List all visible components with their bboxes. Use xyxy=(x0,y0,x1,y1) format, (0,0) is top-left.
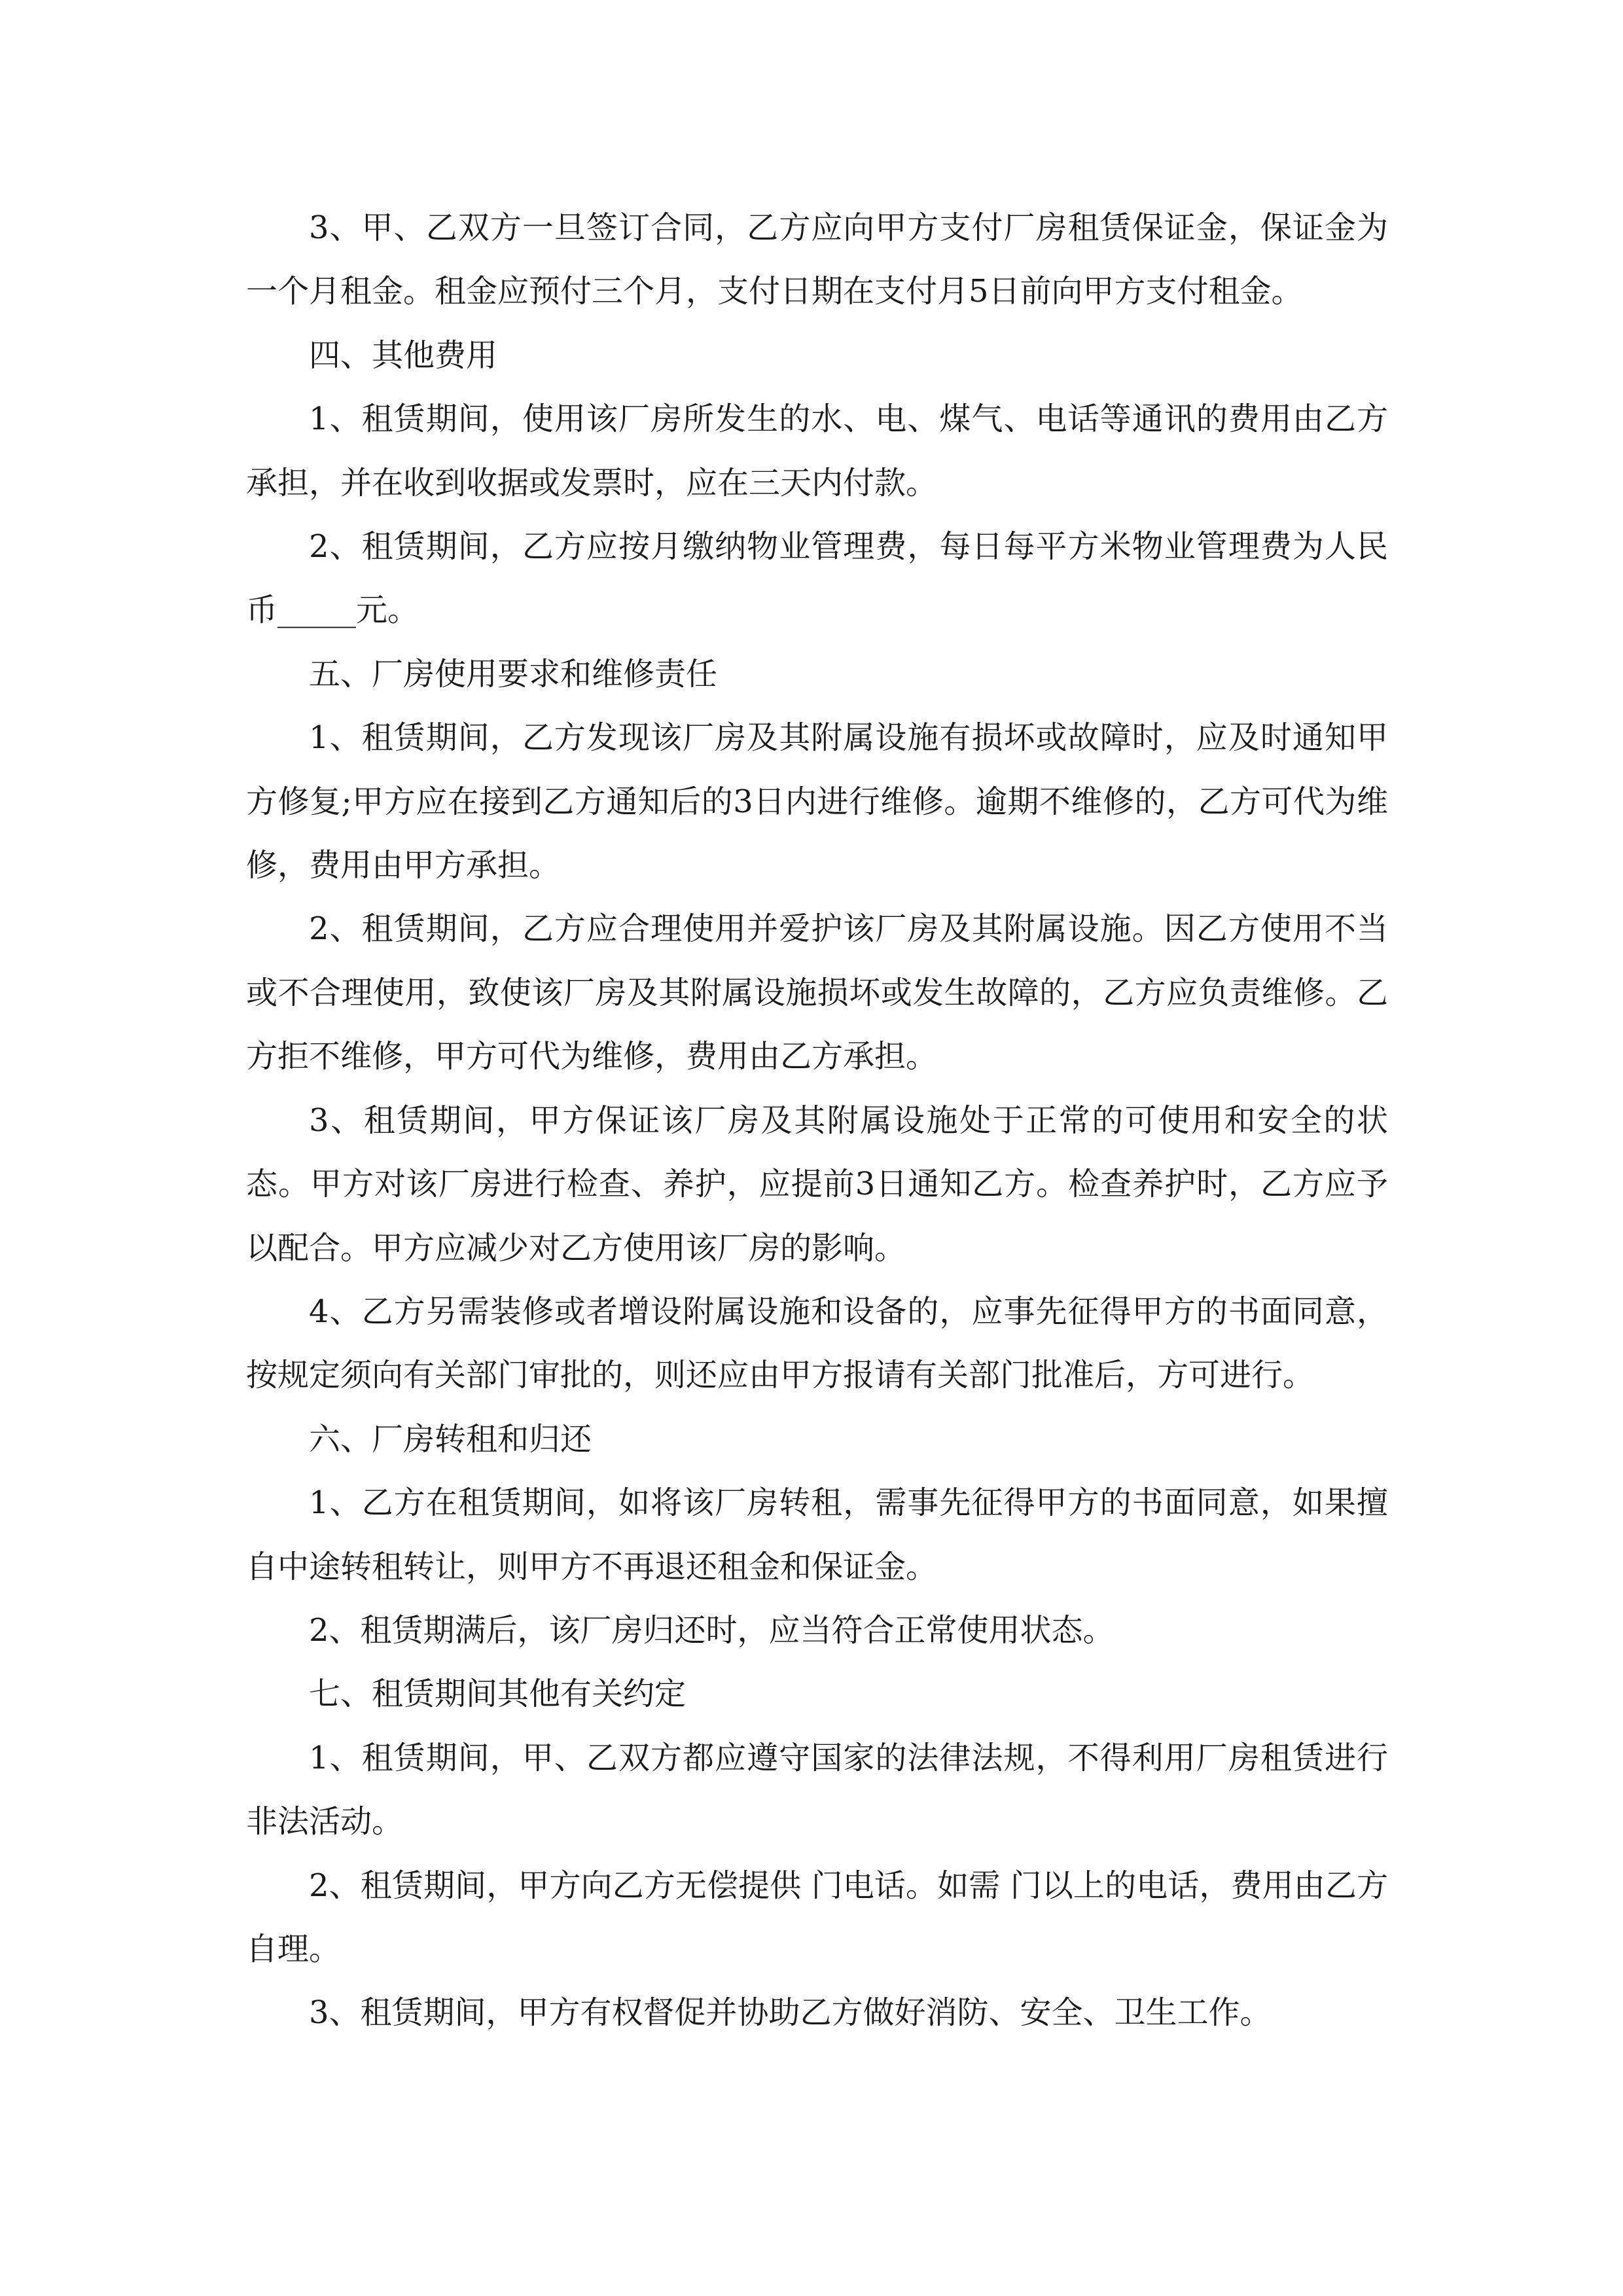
clause-3-deposit: 3、甲、乙双方一旦签订合同，乙方应向甲方支付厂房租赁保证金，保证金为一个月租金。租金应预付三个月，支付日期在支付月5日前向甲方支付租金。 xyxy=(246,209,1388,310)
clause-1-sublease: 1、乙方在租赁期间，如将该厂房转租，需事先征得甲方的书面同意，如果擅自中途转租转让，则甲方不再退还租金和保证金。 xyxy=(246,1484,1388,1585)
clause-3-inspection: 3、租赁期间，甲方保证该厂房及其附属设施处于正常的可使用和安全的状态。甲方对该厂房进行检查、养护，应提前3日通知乙方。检查养护时，乙方应予以配合。甲方应减少对乙方使用该厂房的影响。 xyxy=(246,1102,1388,1266)
clause-2-proper-use: 2、租赁期间，乙方应合理使用并爱护该厂房及其附属设施。因乙方使用不当或不合理使用，致使该厂房及其附属设施损坏或发生故障的，乙方应负责维修。乙方拒不维修，甲方可代为维修，费用由乙方承担。 xyxy=(246,910,1388,1075)
clause-2-return: 2、租赁期满后，该厂房归还时，应当符合正常使用状态。 xyxy=(309,1611,1115,1649)
section-heading-other-agreements: 七、租赁期间其他有关约定 xyxy=(309,1676,687,1713)
section-heading-usage-maintenance: 五、厂房使用要求和维修责任 xyxy=(309,655,718,692)
section-heading-other-fees: 四、其他费用 xyxy=(309,336,498,374)
section-heading-sublease-return: 六、厂房转租和归还 xyxy=(309,1420,592,1458)
clause-2-telephone: 2、租赁期间，甲方向乙方无偿提供 门电话。如需 门以上的电话，费用由乙方自理。 xyxy=(246,1867,1388,1967)
clause-1-repair-notice: 1、租赁期间，乙方发现该厂房及其附属设施有损坏或故障时，应及时通知甲方修复;甲方应在接到乙方通知后的3日内进行维修。逾期不维修的，乙方可代为维修，费用由甲方承担。 xyxy=(246,719,1388,884)
clause-1-utilities: 1、租赁期间，使用该厂房所发生的水、电、煤气、电话等通讯的费用由乙方承担，并在收到收据或发票时，应在三天内付款。 xyxy=(246,401,1388,501)
clause-1-legal-compliance: 1、租赁期间，甲、乙双方都应遵守国家的法律法规，不得利用厂房租赁进行非法活动。 xyxy=(246,1739,1388,1840)
clause-4-renovation: 4、乙方另需装修或者增设附属设施和设备的，应事先征得甲方的书面同意，按规定须向有关部门审批的，则还应由甲方报请有关部门批准后，方可进行。 xyxy=(246,1293,1388,1394)
clause-3-safety: 3、租赁期间，甲方有权督促并协助乙方做好消防、安全、卫生工作。 xyxy=(309,1994,1272,2032)
document-body xyxy=(246,196,1388,2045)
clause-2-property-fee: 2、租赁期间，乙方应按月缴纳物业管理费，每日每平方米物业管理费为人民币_____元。 xyxy=(246,528,1388,629)
